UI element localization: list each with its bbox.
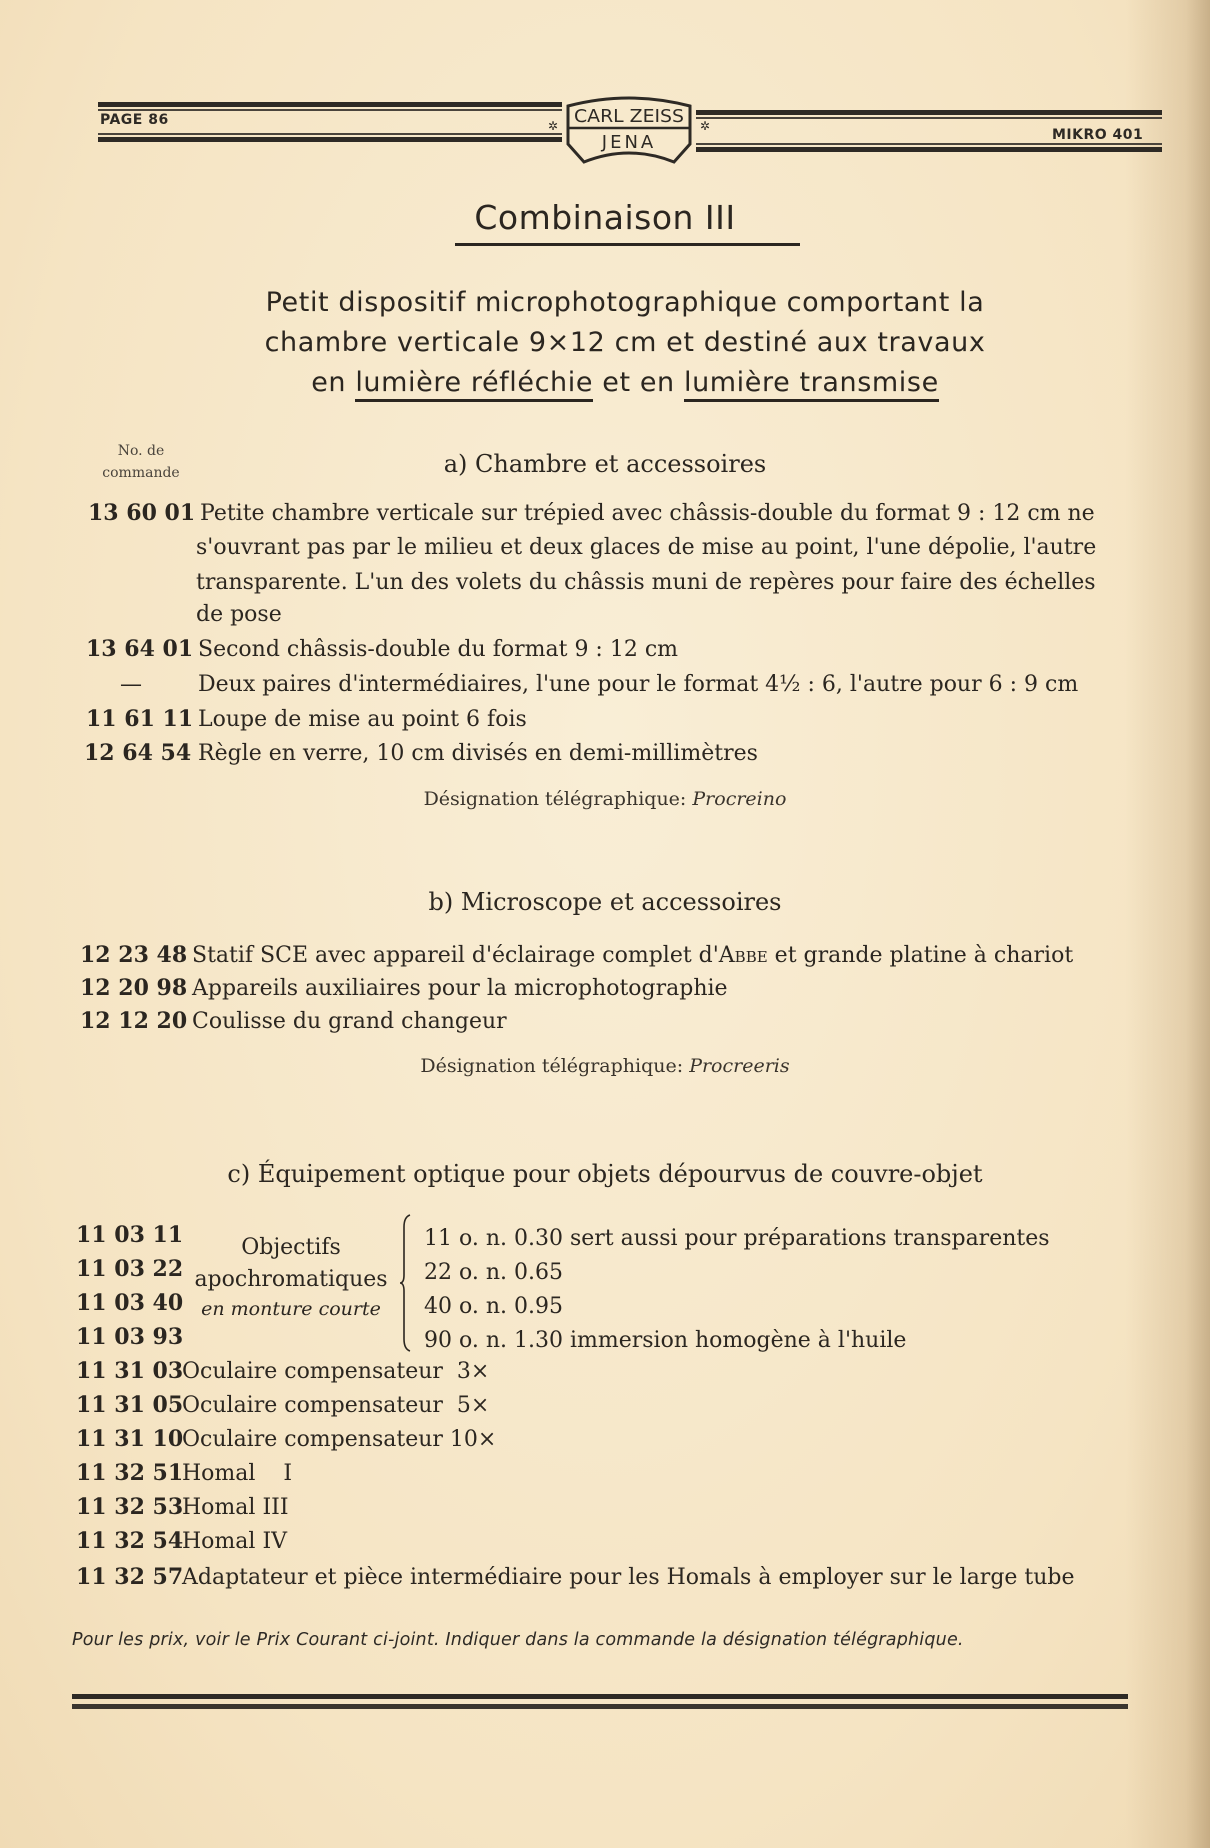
order-code: 11 32 51 xyxy=(76,1460,184,1486)
objectives-details xyxy=(424,1222,1050,1358)
item-description: Homal IV xyxy=(182,1529,288,1554)
item-description: Homal III xyxy=(182,1495,289,1520)
order-code: 11 32 54 xyxy=(76,1528,184,1554)
order-code: 11 03 40 xyxy=(76,1290,184,1316)
order-code: 11 31 05 xyxy=(76,1392,184,1418)
objective-detail: 22 o. n. 0.65 xyxy=(424,1260,563,1285)
footnote: Pour les prix, voir le Prix Courant ci-joint. Indiquer dans la commande la désignation télégraphique. xyxy=(72,1630,964,1650)
subtitle-line-3 xyxy=(140,363,1110,403)
header-rule-top-left xyxy=(98,102,562,107)
header-rule-top-right-thin xyxy=(696,117,1162,119)
subtitle-underlined-reflected: lumière réfléchie xyxy=(355,367,593,402)
header-rule-bottom-right-thin xyxy=(696,143,1162,145)
list-item xyxy=(76,1460,292,1486)
order-code: 11 03 22 xyxy=(76,1256,184,1282)
bottom-rule-lower xyxy=(72,1704,1128,1709)
item-description: Appareils auxiliaires pour la microphotographie xyxy=(192,976,728,1001)
objectives-label-line-1: Objectifs xyxy=(241,1235,341,1260)
subtitle-line-1: Petit dispositif microphotographique comportant la xyxy=(265,287,985,318)
list-item xyxy=(86,636,678,662)
list-item xyxy=(76,1564,1075,1590)
order-code: 12 23 48 xyxy=(80,942,188,968)
item-description: Règle en verre, 10 cm divisés en demi-millimètres xyxy=(198,741,758,766)
telegraphic-code: Procreino xyxy=(692,788,787,810)
subtitle-prefix: en xyxy=(311,367,347,398)
catalog-reference: MIKRO 401 xyxy=(1052,127,1144,143)
order-number-label-line-2: commande xyxy=(102,465,180,481)
item-description: Oculaire compensateur 3× xyxy=(182,1359,490,1384)
logo-top-text: CARL ZEISS xyxy=(574,106,684,127)
logo-emblem-icon xyxy=(562,92,696,164)
order-code: 12 12 20 xyxy=(80,1008,188,1034)
item-description-continuation: transparente. L'un des volets du châssis muni de repères pour faire des échelles xyxy=(196,570,1096,595)
section-c-heading: c) Équipement optique pour objets dépourvus de couvre-objet xyxy=(227,1160,983,1188)
order-code: 11 31 03 xyxy=(76,1358,184,1384)
item-description-continuation: de pose xyxy=(196,602,282,627)
item-description: Loupe de mise au point 6 fois xyxy=(198,707,527,732)
list-item xyxy=(76,1392,489,1418)
order-code-dash: — xyxy=(120,672,142,697)
objectives-label-line-2: apochromatiques xyxy=(194,1267,388,1292)
list-item xyxy=(84,740,758,766)
list-item xyxy=(88,500,1095,526)
subtitle-underlined-transmitted: lumière transmise xyxy=(684,367,939,402)
order-code: 13 64 01 xyxy=(86,636,194,662)
objectives-codes xyxy=(76,1218,183,1354)
order-code: 13 60 01 xyxy=(88,500,196,526)
logo-right-ornament-icon: ✲ xyxy=(700,119,711,133)
objective-detail: 11 o. n. 0.30 sert aussi pour préparations transparentes xyxy=(424,1226,1050,1251)
title-underline xyxy=(455,243,800,246)
list-item xyxy=(76,1494,289,1520)
subtitle-mid: et en xyxy=(602,367,675,398)
item-description-abbe: Abbe xyxy=(718,943,768,968)
item-description: Deux paires d'intermédiaires, l'une pour le format 4½ : 6, l'autre pour 6 : 9 cm xyxy=(198,672,1079,697)
order-code: 11 03 93 xyxy=(76,1324,184,1350)
list-item xyxy=(76,1426,496,1452)
objectives-group-label xyxy=(180,1232,402,1322)
list-item xyxy=(86,706,527,732)
item-description: Homal I xyxy=(182,1461,293,1486)
item-description: Adaptateur et pièce intermédiaire pour les Homals à employer sur le large tube xyxy=(182,1565,1075,1590)
section-a-heading: a) Chambre et accessoires xyxy=(443,450,767,478)
telegraphic-code: Procreeris xyxy=(689,1055,790,1077)
objectives-label-line-3: en monture courte xyxy=(201,1298,381,1320)
list-item xyxy=(80,942,1073,968)
list-item xyxy=(80,1008,507,1034)
telegraphic-label: Désignation télégraphique: xyxy=(423,788,687,810)
order-code: 11 03 11 xyxy=(76,1222,184,1248)
list-item xyxy=(80,975,728,1001)
telegraphic-label: Désignation télégraphique: xyxy=(420,1055,684,1077)
order-code: 11 32 53 xyxy=(76,1494,184,1520)
header-rule-bottom-right xyxy=(696,147,1162,152)
order-code: 12 20 98 xyxy=(80,975,188,1001)
order-code: 12 64 54 xyxy=(84,740,192,766)
page-title: Combinaison III xyxy=(474,198,736,237)
telegraphic-designation xyxy=(0,1055,1210,1077)
item-description-line: Petite chambre verticale sur trépied avec châssis-double du format 9 : 12 cm ne xyxy=(200,501,1095,526)
order-code: 11 61 11 xyxy=(86,706,194,732)
order-number-label-line-1: No. de xyxy=(117,443,165,459)
curly-brace-icon xyxy=(400,1213,414,1353)
item-description: Coulisse du grand changeur xyxy=(192,1009,507,1034)
header-rule-top-left-thin xyxy=(98,109,562,111)
item-description-end: et grande platine à chariot xyxy=(767,943,1074,968)
page-number: PAGE 86 xyxy=(100,112,169,128)
header-rule-top-right xyxy=(696,110,1162,115)
logo-bottom-text: JENA xyxy=(601,132,657,153)
item-description: Second châssis-double du format 9 : 12 cm xyxy=(198,637,679,662)
item-description: Oculaire compensateur 5× xyxy=(182,1393,490,1418)
list-item xyxy=(76,1528,287,1554)
header-rule-bottom-left-thin xyxy=(98,133,562,135)
subtitle-line-2: chambre verticale 9×12 cm et destiné aux travaux xyxy=(264,327,986,358)
objective-detail: 90 o. n. 1.30 immersion homogène à l'huile xyxy=(424,1328,907,1353)
header-rule-bottom-left xyxy=(98,137,562,142)
section-b-heading: b) Microscope et accessoires xyxy=(428,888,782,916)
bottom-rule xyxy=(72,1694,1128,1699)
objective-detail: 40 o. n. 0.95 xyxy=(424,1294,563,1319)
logo-left-ornament-icon: ✲ xyxy=(548,119,559,133)
item-description: Oculaire compensateur 10× xyxy=(182,1427,497,1452)
list-item xyxy=(76,1358,489,1384)
telegraphic-designation xyxy=(0,788,1210,810)
carl-zeiss-jena-logo xyxy=(562,92,696,164)
list-item xyxy=(120,672,1078,697)
item-description-continuation: s'ouvrant pas par le milieu et deux glaces de mise au point, l'une dépolie, l'autre xyxy=(196,535,1097,560)
page-subtitle xyxy=(140,283,1110,403)
item-description: Statif SCE avec appareil d'éclairage complet d' xyxy=(192,943,719,968)
order-code: 11 32 57 xyxy=(76,1564,184,1590)
order-code: 11 31 10 xyxy=(76,1426,184,1452)
